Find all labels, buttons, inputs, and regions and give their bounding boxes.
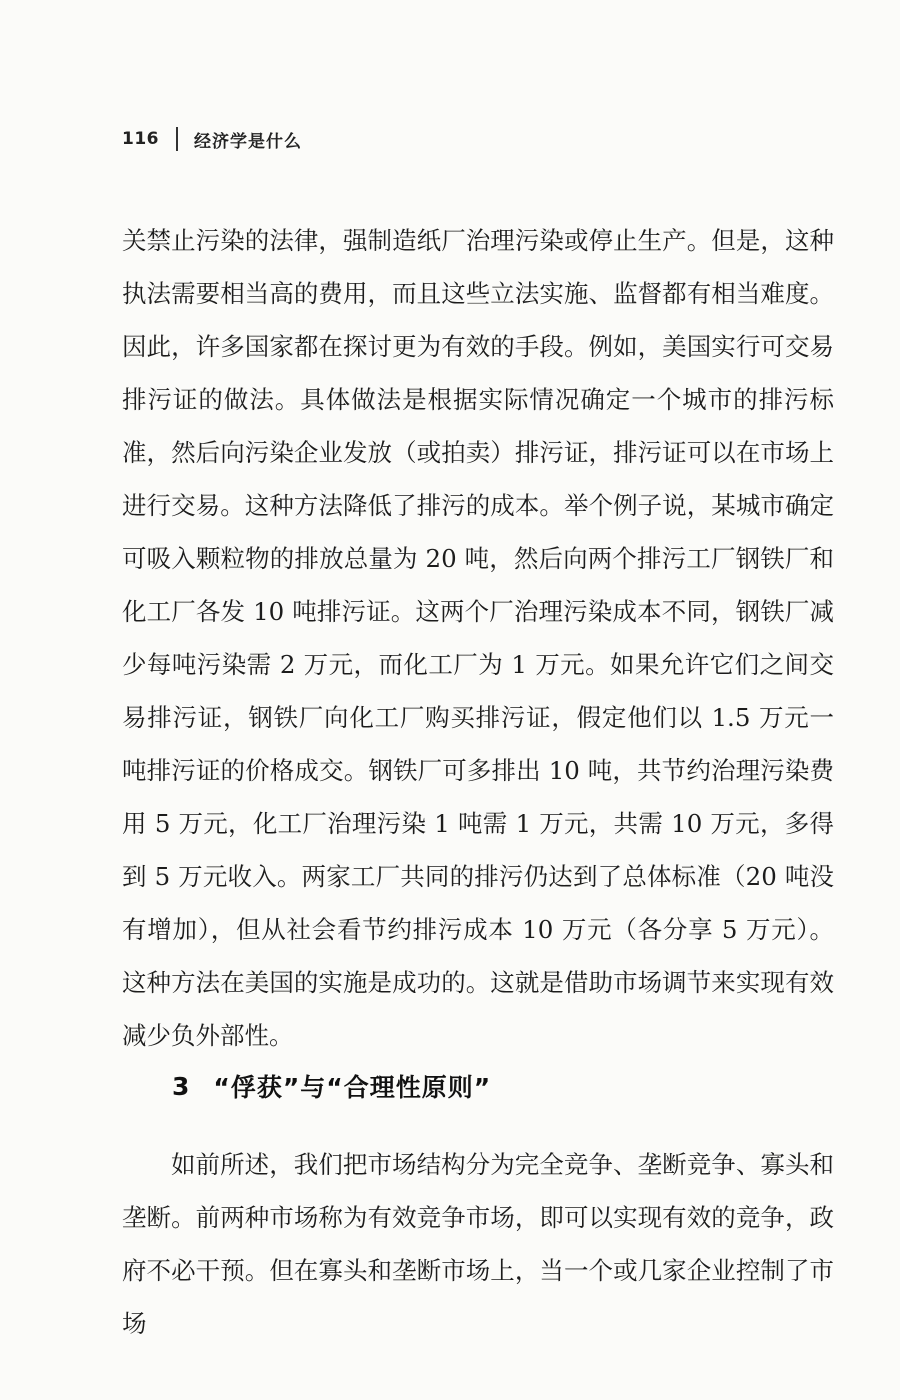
- section-paragraph: 如前所述，我们把市场结构分为完全竞争、垄断竞争、寡头和垄断。前两种市场称为有效竞争市场，即可以实现有效的竞争，政府不必干预。但在寡头和垄断市场上，当一个或几家企业控制了市场: [122, 1150, 834, 1338]
- running-header: [122, 124, 302, 154]
- header-separator: [176, 127, 178, 151]
- book-title: 经济学是什么: [194, 131, 302, 152]
- body-text: [122, 214, 834, 1062]
- section-title: “俘获”与“合理性原则”: [213, 1073, 492, 1102]
- section-number: 3: [172, 1071, 190, 1101]
- continued-paragraph: 关禁止污染的法律，强制造纸厂治理污染或停止生产。但是，这种执法需要相当高的费用，而且这些立法实施、监督都有相当难度。因此，许多国家都在探讨更为有效的手段。例如，美国实行可交易排污证的做法。具体做法是根据实际情况确定一个城市的排污标准，然后向污染企业发放（或拍卖）排污证，排污证可以在市场上进行交易。这种方法降低了排污的成本。举个例子说，某城市确定可吸入颗粒物的排放总量为 20 吨，然后向两个排污工厂钢铁厂和化工厂各发 10 吨排污证。这两个厂治理污染成本不同，钢铁厂减少每吨污染需 2 万元，而化工厂为 1 万元。如果允许它们之间交易排污证，钢铁厂向化工厂购买排污证，假定他们以 1.5 万元一吨排污证的价格成交。钢铁厂可多排出 10 吨，共节约治理污染费用 5 万元，化工厂治理污染 1 吨需 1 万元，共需 10 万元，多得到 5 万元收入。两家工厂共同的排污仍达到了总体标准（20 吨没有增加），但从社会看节约排污成本 10 万元（各分享 5 万元）。这种方法在美国的实施是成功的。这就是借助市场调节来实现有效减少负外部性。: [122, 226, 834, 1050]
- section-heading: [172, 1064, 491, 1108]
- page-number: 116: [122, 129, 159, 149]
